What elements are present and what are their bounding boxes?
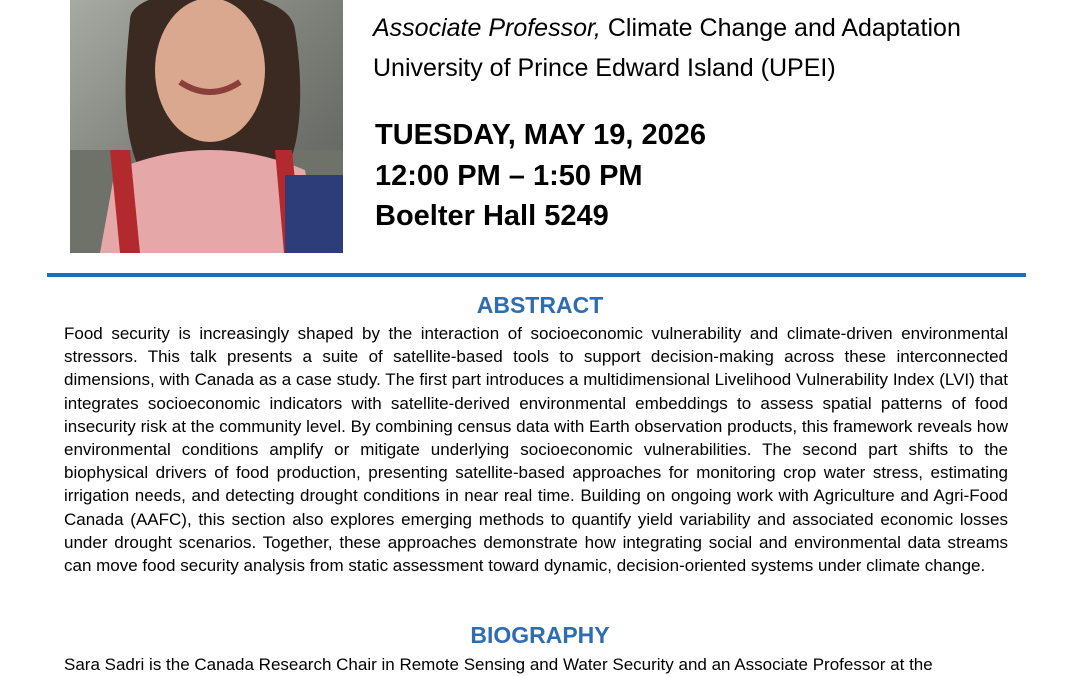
event-location: Boelter Hall 5249 bbox=[375, 200, 609, 232]
speaker-portrait-icon bbox=[70, 0, 343, 253]
biography-text: Sara Sadri is the Canada Research Chair in Remote Sensing and Water Security and an Associate Professor at the bbox=[64, 655, 933, 674]
speaker-role: Associate Professor, bbox=[373, 14, 601, 42]
biography-heading: BIOGRAPHY bbox=[470, 622, 610, 648]
speaker-affiliation: University of Prince Edward Island (UPEI) bbox=[373, 54, 836, 82]
section-divider bbox=[47, 273, 1026, 277]
event-time: 12:00 PM – 1:50 PM bbox=[375, 159, 643, 192]
speaker-photo bbox=[70, 0, 343, 253]
speaker-field: Climate Change and Adaptation bbox=[600, 14, 961, 42]
speaker-title bbox=[373, 8, 961, 48]
event-date: TUESDAY, MAY 19, 2026 bbox=[375, 119, 707, 151]
abstract-text: Food security is increasingly shaped by the interaction of socioeconomic vulnerability and climate-driven environmental stressors. This talk presents a suite of satellite-based tools to support decision-making across these interconnected dimensions, with Canada as a case study. The first part introduces a multidimensional Livelihood Vulnerability Index (LVI) that integrates socioeconomic indicators with satellite-derived environmental embeddings to assess spatial patterns of food insecurity risk at the community level. By combining census data with Earth observation products, this framework reveals how environmental conditions amplify or mitigate underlying socioeconomic vulnerabilities. The second part shifts to the biophysical drivers of food production, presenting satellite-based approaches for monitoring crop water stress, estimating irrigation needs, and detecting drought conditions in near real time. Building on ongoing work with Agriculture and Agri-Food Canada (AAFC), this section also explores emerging methods to quantify yield variability and associated economic losses under drought scenarios. Together, these approaches demonstrate how integrating social and environmental data streams can move food security analysis from static assessment toward dynamic, decision-oriented systems under climate change. bbox=[64, 324, 1008, 576]
event-details bbox=[375, 115, 706, 237]
abstract-heading: ABSTRACT bbox=[476, 292, 604, 318]
